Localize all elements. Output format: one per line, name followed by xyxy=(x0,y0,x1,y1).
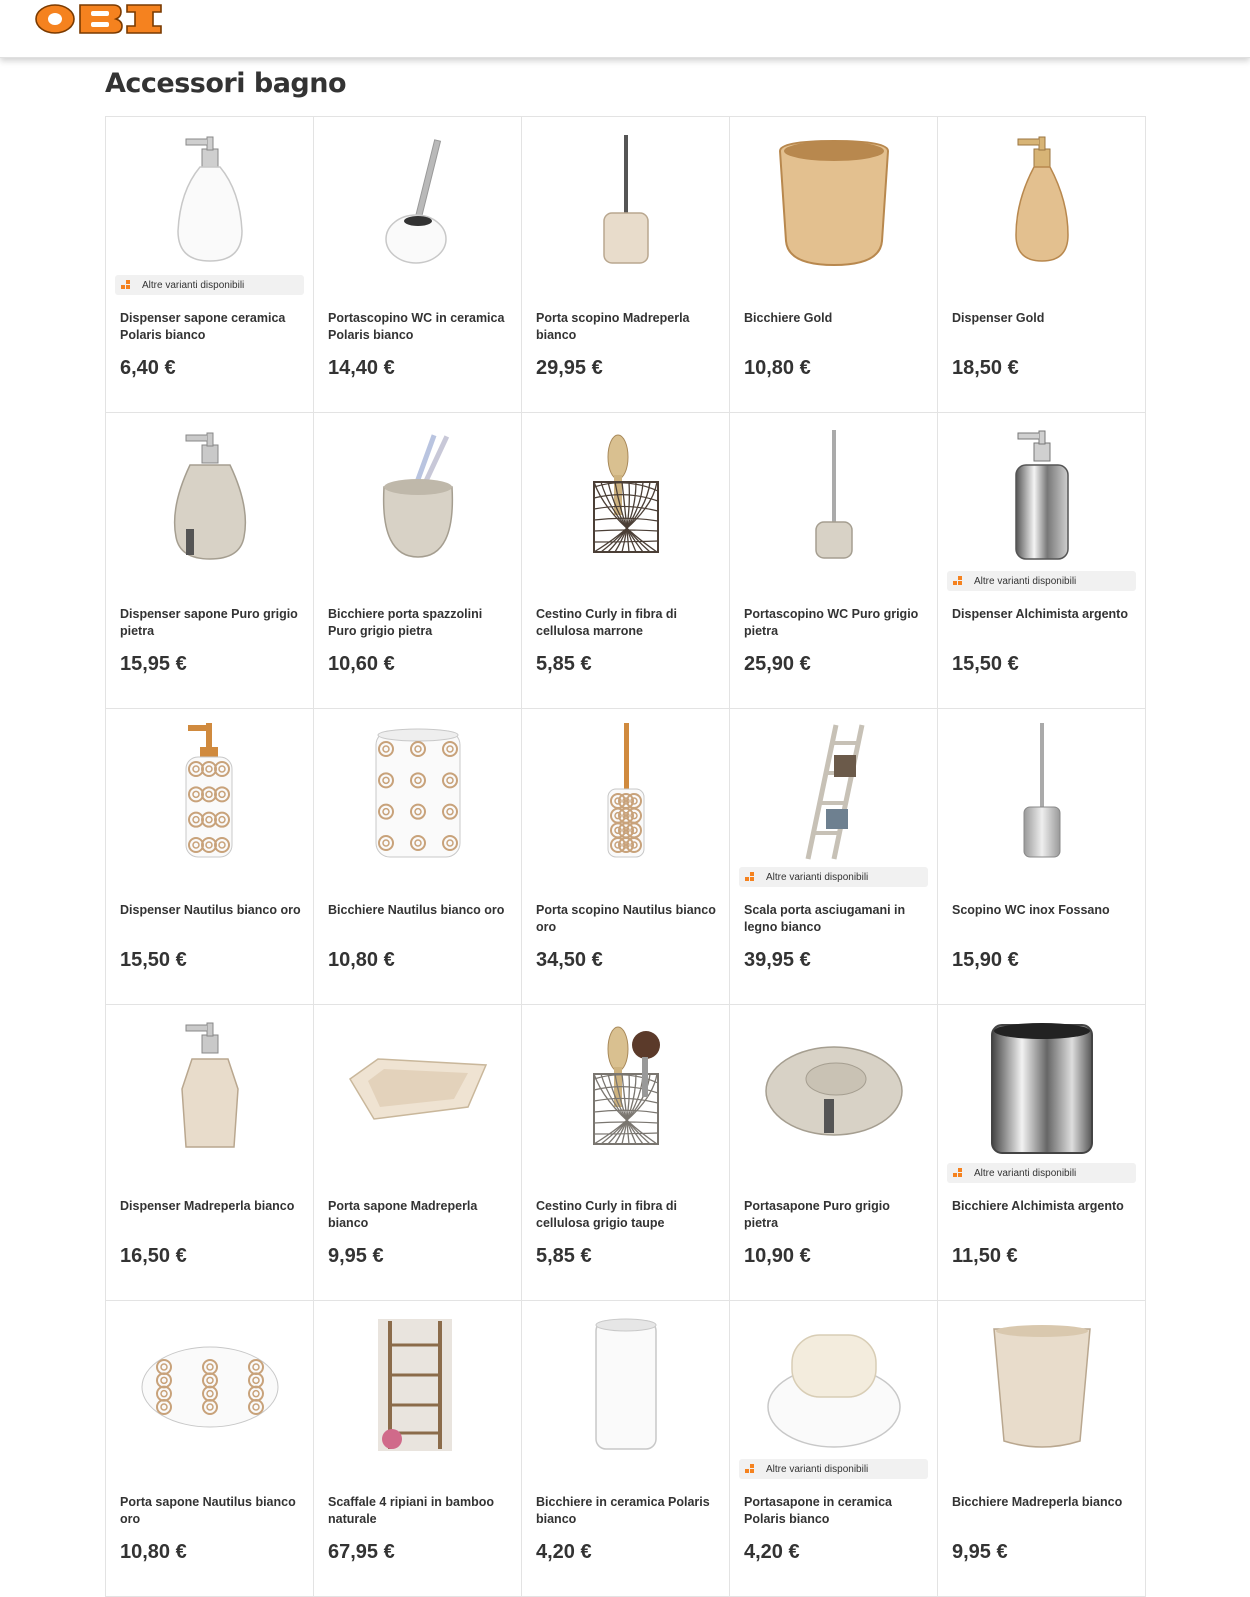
product-card[interactable] xyxy=(314,117,522,413)
product-image[interactable] xyxy=(730,427,937,567)
product-card[interactable] xyxy=(730,1301,938,1597)
product-price: 15,95 € xyxy=(120,653,187,675)
product-name[interactable]: Cestino Curly in fibra di cellulosa marrone xyxy=(536,607,677,638)
product-card[interactable] xyxy=(106,117,314,413)
product-price: 5,85 € xyxy=(536,653,592,675)
product-name[interactable]: Bicchiere Madreperla bianco xyxy=(952,1495,1123,1509)
product-card[interactable] xyxy=(938,1005,1146,1301)
product-image[interactable] xyxy=(314,723,521,863)
product-image[interactable] xyxy=(938,131,1145,271)
product-price: 18,50 € xyxy=(952,357,1019,379)
product-card[interactable] xyxy=(938,709,1146,1005)
product-card[interactable] xyxy=(730,1005,938,1301)
product-price: 4,20 € xyxy=(744,1541,800,1563)
product-image[interactable] xyxy=(522,427,729,567)
product-card[interactable] xyxy=(938,117,1146,413)
product-price: 39,95 € xyxy=(744,949,811,971)
product-card[interactable] xyxy=(522,709,730,1005)
product-image[interactable] xyxy=(730,131,937,271)
page-title: Accessori bagno xyxy=(105,68,347,99)
variants-badge xyxy=(115,275,304,295)
product-price: 29,95 € xyxy=(536,357,603,379)
product-image[interactable] xyxy=(938,1019,1145,1159)
obi-logo[interactable] xyxy=(35,3,163,35)
product-name[interactable]: Scala porta asciugamani in legno bianco xyxy=(744,903,906,934)
product-image[interactable] xyxy=(522,131,729,271)
product-name[interactable]: Bicchiere Nautilus bianco oro xyxy=(328,903,505,917)
product-name[interactable]: Bicchiere in ceramica Polaris bianco xyxy=(536,1495,710,1526)
product-image[interactable] xyxy=(938,1315,1145,1455)
product-name[interactable]: Dispenser Alchimista argento xyxy=(952,607,1128,621)
product-price: 15,90 € xyxy=(952,949,1019,971)
product-price: 10,60 € xyxy=(328,653,395,675)
product-card[interactable] xyxy=(106,1005,314,1301)
product-price: 10,80 € xyxy=(120,1541,187,1563)
variants-icon xyxy=(121,280,131,290)
site-header xyxy=(0,0,1250,58)
product-card[interactable] xyxy=(522,117,730,413)
product-price: 15,50 € xyxy=(952,653,1019,675)
product-name[interactable]: Porta sapone Madreperla bianco xyxy=(328,1199,478,1230)
variants-label: Altre varianti disponibili xyxy=(974,1167,1077,1179)
product-name[interactable]: Porta scopino Madreperla bianco xyxy=(536,311,690,342)
product-card[interactable] xyxy=(730,117,938,413)
product-image[interactable] xyxy=(106,131,313,271)
product-name[interactable]: Scopino WC inox Fossano xyxy=(952,903,1110,917)
product-price: 16,50 € xyxy=(120,1245,187,1267)
product-name[interactable]: Bicchiere Alchimista argento xyxy=(952,1199,1124,1213)
product-price: 6,40 € xyxy=(120,357,176,379)
product-price: 10,90 € xyxy=(744,1245,811,1267)
product-price: 67,95 € xyxy=(328,1541,395,1563)
variants-label: Altre varianti disponibili xyxy=(142,279,245,291)
product-card[interactable] xyxy=(314,1005,522,1301)
product-card[interactable] xyxy=(730,413,938,709)
product-name[interactable]: Portascopino WC Puro grigio pietra xyxy=(744,607,919,638)
product-name[interactable]: Bicchiere Gold xyxy=(744,311,833,325)
product-image[interactable] xyxy=(314,1019,521,1159)
product-price: 34,50 € xyxy=(536,949,603,971)
product-price: 11,50 € xyxy=(952,1245,1018,1267)
product-name[interactable]: Portascopino WC in ceramica Polaris bianco xyxy=(328,311,505,342)
product-card[interactable] xyxy=(730,709,938,1005)
product-price: 14,40 € xyxy=(328,357,395,379)
product-price: 9,95 € xyxy=(952,1541,1008,1563)
product-image[interactable] xyxy=(730,723,937,863)
product-card[interactable] xyxy=(938,413,1146,709)
product-price: 4,20 € xyxy=(536,1541,592,1563)
variants-icon xyxy=(745,872,755,882)
product-price: 10,80 € xyxy=(744,357,811,379)
product-image[interactable] xyxy=(522,1019,729,1159)
product-card[interactable] xyxy=(314,709,522,1005)
variants-badge xyxy=(947,571,1136,591)
product-price: 5,85 € xyxy=(536,1245,592,1267)
product-name[interactable]: Cestino Curly in fibra di cellulosa grigio taupe xyxy=(536,1199,677,1230)
product-image[interactable] xyxy=(938,723,1145,863)
variants-icon xyxy=(745,1464,755,1474)
product-image[interactable] xyxy=(522,1315,729,1455)
product-image[interactable] xyxy=(106,1019,313,1159)
product-image[interactable] xyxy=(106,723,313,863)
product-image[interactable] xyxy=(314,131,521,271)
product-name[interactable]: Dispenser sapone Puro grigio pietra xyxy=(120,607,298,638)
product-card[interactable] xyxy=(314,413,522,709)
product-card[interactable] xyxy=(938,1301,1146,1597)
variants-label: Altre varianti disponibili xyxy=(766,1463,869,1475)
product-card[interactable] xyxy=(106,1301,314,1597)
product-name[interactable]: Bicchiere porta spazzolini Puro grigio pietra xyxy=(328,607,483,638)
variants-label: Altre varianti disponibili xyxy=(766,871,869,883)
variants-icon xyxy=(953,1168,963,1178)
product-image[interactable] xyxy=(938,427,1145,567)
product-card[interactable] xyxy=(106,709,314,1005)
product-image[interactable] xyxy=(106,427,313,567)
variants-badge xyxy=(947,1163,1136,1183)
variants-badge xyxy=(739,867,928,887)
product-card[interactable] xyxy=(522,1005,730,1301)
product-price: 25,90 € xyxy=(744,653,811,675)
product-name[interactable]: Porta scopino Nautilus bianco oro xyxy=(536,903,716,934)
product-name[interactable]: Dispenser sapone ceramica Polaris bianco xyxy=(120,311,286,342)
product-image[interactable] xyxy=(730,1019,937,1159)
product-name[interactable]: Scaffale 4 ripiani in bamboo naturale xyxy=(328,1495,495,1526)
product-image[interactable] xyxy=(522,723,729,863)
product-card[interactable] xyxy=(106,413,314,709)
variants-badge xyxy=(739,1459,928,1479)
product-price: 9,95 € xyxy=(328,1245,384,1267)
product-image[interactable] xyxy=(314,1315,521,1455)
product-card[interactable] xyxy=(522,413,730,709)
product-name[interactable]: Dispenser Nautilus bianco oro xyxy=(120,903,301,917)
product-name[interactable]: Porta sapone Nautilus bianco oro xyxy=(120,1495,296,1526)
product-name[interactable]: Portasapone in ceramica Polaris bianco xyxy=(744,1495,892,1526)
product-grid xyxy=(105,116,1146,1597)
variants-label: Altre varianti disponibili xyxy=(974,575,1077,587)
product-image[interactable] xyxy=(314,427,521,567)
product-card[interactable] xyxy=(314,1301,522,1597)
product-card[interactable] xyxy=(522,1301,730,1597)
product-image[interactable] xyxy=(106,1315,313,1455)
product-name[interactable]: Portasapone Puro grigio pietra xyxy=(744,1199,890,1230)
variants-icon xyxy=(953,576,963,586)
product-name[interactable]: Dispenser Gold xyxy=(952,311,1045,325)
product-price: 10,80 € xyxy=(328,949,395,971)
product-price: 15,50 € xyxy=(120,949,187,971)
product-image[interactable] xyxy=(730,1315,937,1455)
product-name[interactable]: Dispenser Madreperla bianco xyxy=(120,1199,295,1213)
